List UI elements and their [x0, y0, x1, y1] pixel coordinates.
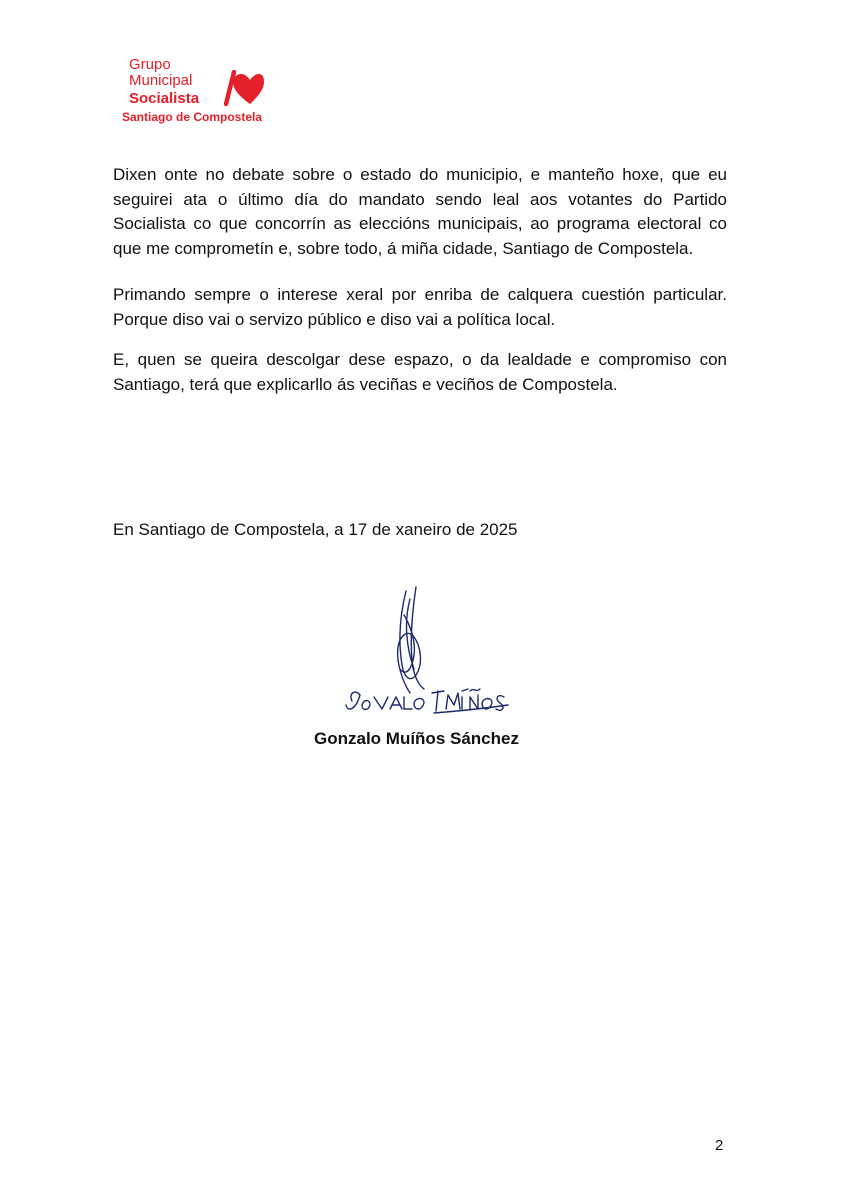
signer-name: Gonzalo Muíños Sánchez	[314, 729, 519, 748]
body-paragraph-2: Primando sempre o interese xeral por enriba de calquera cuestión particular. Porque diso vai o servizo público e diso vai a política local.	[113, 285, 727, 329]
body-paragraph-3: E, quen se queira descolgar dese espazo, o da lealdade e compromiso con Santiago, terá que explicarllo ás veciñas e veciños de Compostela.	[113, 350, 727, 394]
slash-heart-icon	[216, 70, 264, 108]
logo-text-municipal: Municipal	[129, 72, 193, 89]
party-logo	[122, 55, 282, 130]
place-date-line: En Santiago de Compostela, a 17 de xaneiro de 2025	[113, 520, 518, 539]
handwritten-signature	[340, 585, 510, 720]
logo-text-grupo: Grupo	[129, 56, 171, 73]
logo-text-santiago: Santiago de Compostela	[122, 110, 263, 124]
logo-text-socialista: Socialista	[129, 90, 200, 107]
body-paragraph-1: Dixen onte no debate sobre o estado do municipio, e manteño hoxe, que eu seguirei ata o último día do mandato sendo leal aos votantes do Partido Socialista co que concorrín as eleccións municipais, ao programa electoral co que me comprometín e, sobre todo, á miña cidade, Santiago de Compostela.	[113, 165, 727, 258]
page-number: 2	[715, 1137, 724, 1154]
